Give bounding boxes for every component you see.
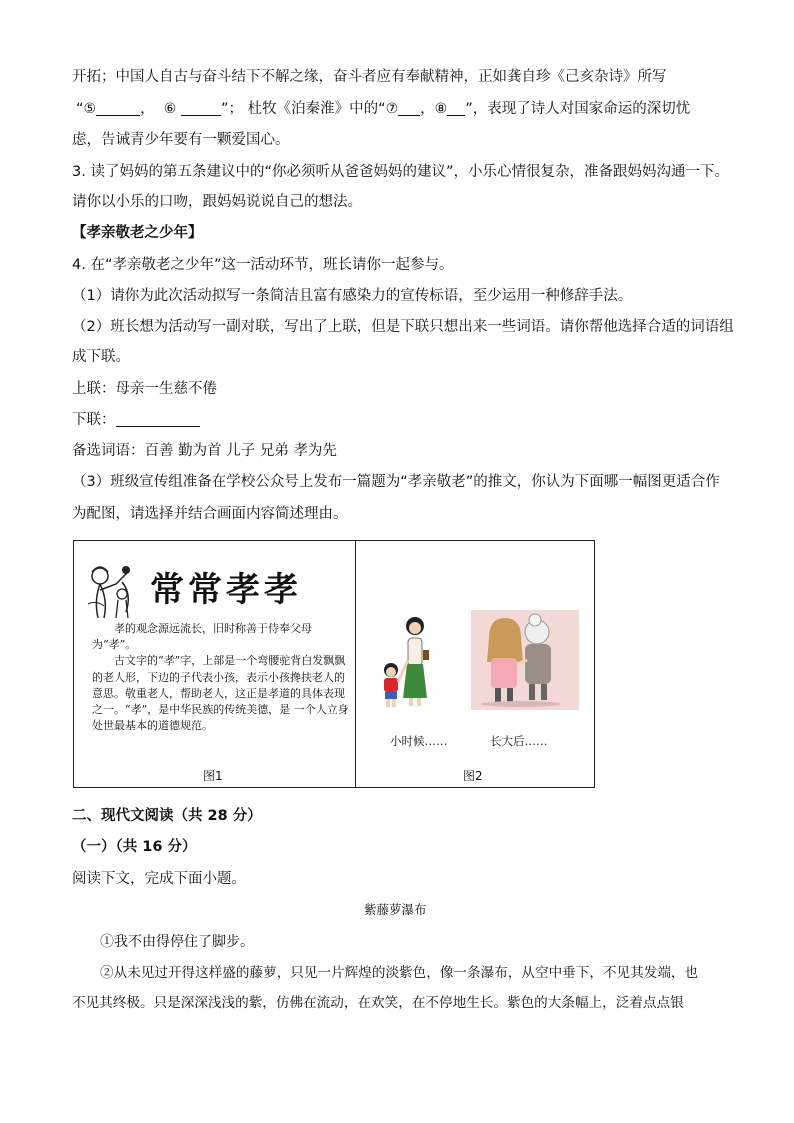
question-4-3-line-2: 为配图，请选择并结合画面内容简述理由。 bbox=[72, 506, 348, 522]
word-options: 备选词语：百善 勤为首 儿子 兄弟 孝为先 bbox=[72, 443, 337, 459]
blank-5 bbox=[96, 99, 140, 116]
figure-1-caption: 图1 bbox=[203, 769, 223, 783]
question-4-2-line-1: （2）班长想为活动写一副对联，写出了上联，但是下联只想出来一些词语。请你帮他选择合适的词语组 bbox=[72, 319, 734, 335]
comma: ， bbox=[140, 101, 155, 117]
figure-1-paragraph-2: 古文字的“孝”字，上部是一个弯腰驼背白发飘飘的老人形，下边的子代表小孩，表示小孩搀扶老人的意思。敬重老人，帮助老人，这正是孝道的具体表现之一。“孝”，是中华民族的传统美德，是 一个人立身处世最基本的道德规范。 bbox=[92, 654, 349, 733]
blank-label-7: ⑦ bbox=[385, 101, 399, 117]
subsection-heading: （一）（共 16 分） bbox=[72, 839, 197, 855]
text-line-3: 虑，告诫青少年要有一颗爱国心。 bbox=[72, 132, 290, 148]
couplet-lower bbox=[72, 410, 200, 430]
mother-child-illustration-icon bbox=[375, 612, 445, 712]
daughter-elder-illustration-icon bbox=[471, 610, 579, 710]
figure-1-title: 常常孝孝 bbox=[150, 570, 302, 610]
text-line-1: 开拓；中国人自古与奋斗结下不解之缘，奋斗者应有奉献精神，正如龚自珍《己亥杂诗》所写 bbox=[72, 69, 667, 85]
couplet-lower-label: 下联： bbox=[72, 412, 116, 428]
figure-1-paragraph-1: 孝的观念源远流长，旧时称善于侍奉父母为“孝”。 bbox=[92, 622, 312, 652]
blank-label-5: ⑤ bbox=[83, 101, 97, 117]
quote-open: “ bbox=[76, 101, 84, 117]
question-4: 4. 在“孝亲敬老之少年”这一活动环节，班长请你一起参与。 bbox=[72, 257, 454, 273]
figure-2-label-grown-up: 长大后…… bbox=[490, 734, 548, 748]
couplet-upper: 上联：母亲一生慈不倦 bbox=[72, 381, 217, 397]
article-paragraph-2-line-2: 不见其终极。只是深深浅浅的紫，仿佛在流动，在欢笑，在不停地生长。紫色的大条幅上，泛着点点银 bbox=[72, 995, 684, 1011]
blank-label-6: ⑥ bbox=[163, 101, 177, 117]
figure-divider bbox=[355, 541, 356, 787]
comma-2: ， bbox=[420, 101, 435, 117]
text-line-2 bbox=[76, 99, 690, 119]
text-mid: ”； 杜牧《泊秦淮》中的“ bbox=[220, 101, 386, 117]
figure-1-text bbox=[92, 621, 350, 734]
article-paragraph-2-line-1: ②从未见过开得这样盛的藤萝，只见一片辉煌的淡紫色，像一条瀑布，从空中垂下，不见其发端，也 bbox=[100, 965, 699, 981]
figure-2-label-childhood: 小时候…… bbox=[390, 734, 448, 748]
reading-instruction: 阅读下文，完成下面小题。 bbox=[72, 871, 246, 887]
article-title: 紫藤萝瀑布 bbox=[364, 902, 427, 917]
question-3-line-2: 请你以小乐的口吻，跟妈妈说说自己的想法。 bbox=[72, 194, 362, 210]
question-4-2-line-2: 成下联。 bbox=[72, 349, 130, 365]
blank-6 bbox=[181, 99, 221, 116]
blank-8 bbox=[447, 99, 465, 116]
question-3-line-1: 3. 读了妈妈的第五条建议中的“你必须听从爸爸妈妈的建议”，小乐心情很复杂，准备跟妈妈沟通一下。 bbox=[72, 164, 729, 180]
section-heading: 【孝亲敬老之少年】 bbox=[72, 225, 203, 241]
blank-7 bbox=[398, 99, 420, 116]
text-end: ”，表现了诗人对国家命运的深切忧 bbox=[465, 101, 691, 117]
section-2-heading: 二、现代文阅读（共 28 分） bbox=[72, 808, 262, 824]
figure-2-caption: 图2 bbox=[463, 769, 483, 783]
elder-child-illustration-icon bbox=[82, 560, 148, 624]
question-4-3-line-1: （3）班级宣传组准备在学校公众号上发布一篇题为“孝亲敬老”的推文，你认为下面哪一幅图更适合作 bbox=[72, 474, 720, 490]
couplet-lower-blank bbox=[116, 410, 200, 427]
blank-label-8: ⑧ bbox=[434, 101, 448, 117]
question-4-1: （1）请你为此次活动拟写一条简洁且富有感染力的宣传标语，至少运用一种修辞手法。 bbox=[72, 288, 633, 304]
article-paragraph-1: ①我不由得停住了脚步。 bbox=[100, 934, 254, 950]
